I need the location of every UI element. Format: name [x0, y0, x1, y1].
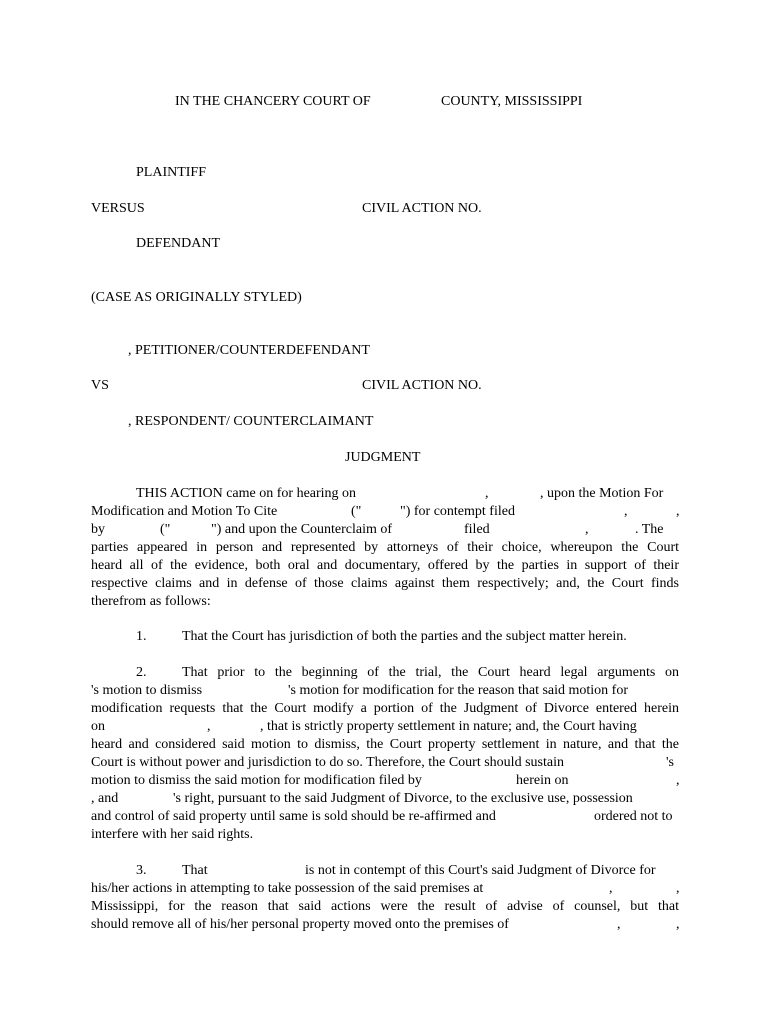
intro-line-3a: by [91, 522, 105, 537]
item-2-line-8a: , and [91, 791, 119, 806]
intro-line-5: heard all of the evidence, both oral and documentary, offered by the parties in support of their [91, 558, 679, 573]
intro-line-2c: ") for contempt filed [400, 504, 515, 519]
intro-line-1c: , upon the Motion For [540, 486, 664, 501]
item-2-line-5-wrap [91, 736, 679, 754]
civil-action-label-1: CIVIL ACTION NO. [362, 201, 482, 216]
item-2-line-9b: ordered not to [594, 809, 673, 824]
intro-line-3e: , [585, 522, 589, 537]
item-2-line-5: heard and considered said motion to dismiss, the Court property settlement in nature, and that the [91, 737, 679, 752]
court-heading-right: COUNTY, MISSISSIPPI [441, 94, 583, 109]
petitioner-label: , PETITIONER/COUNTERDEFENDANT [128, 343, 370, 358]
item-3-line-4a: should remove all of his/her personal property moved onto the premises of [91, 917, 509, 932]
intro-line-3d: filed [464, 522, 490, 537]
item-3-line-2c: , [676, 881, 680, 896]
intro-line-2d: , [624, 504, 628, 519]
versus-label: VERSUS [91, 201, 145, 216]
document-title: JUDGMENT [345, 450, 421, 465]
item-3-number: 3. [136, 863, 147, 878]
item-2-line-9a: and control of said property until same is sold should be re-affirmed and [91, 809, 496, 824]
item-3-line-2a: his/her actions in attempting to take possession of the said premises at [91, 881, 484, 896]
item-2-line-3: modification requests that the Court modify a portion of the Judgment of Divorce entered herein [91, 701, 679, 716]
item-1-number: 1. [136, 629, 147, 644]
item-2-line-4c: , that is strictly property settlement in nature; and, the Court having [260, 719, 637, 734]
item-3-line-3: Mississippi, for the reason that said actions were the result of advise of counsel, but that [91, 899, 679, 914]
plaintiff-label: PLAINTIFF [136, 165, 207, 180]
intro-paragraph-body [91, 539, 679, 611]
item-2-line-7b: herein on [516, 773, 569, 788]
court-heading-left: IN THE CHANCERY COURT OF [175, 94, 371, 109]
respondent-label: , RESPONDENT/ COUNTERCLAIMANT [128, 414, 374, 429]
item-2-line-2b: 's motion for modification for the reason that said motion for [288, 683, 629, 698]
intro-line-3c: ") and upon the Counterclaim of [211, 522, 393, 537]
intro-line-2b: (" [351, 504, 362, 519]
case-originally-styled: (CASE AS ORIGINALLY STYLED) [91, 290, 302, 305]
item-3-line-1b: is not in contempt of this Court's said Judgment of Divorce for [305, 863, 656, 878]
intro-line-3b: (" [160, 522, 171, 537]
item-1-text: That the Court has jurisdiction of both the parties and the subject matter herein. [182, 629, 627, 644]
item-2-line-2a: 's motion to dismiss [91, 683, 203, 698]
item-3-line-3-wrap [91, 898, 679, 916]
intro-line-4: parties appeared in person and represented by attorneys of their choice, whereupon the Court [91, 540, 679, 555]
item-2-line-7a: motion to dismiss the said motion for modification filed by [91, 773, 422, 788]
item-2-number: 2. [136, 665, 147, 680]
item-2-line-6b: 's [666, 755, 674, 770]
intro-line-7: therefrom as follows: [91, 594, 211, 609]
intro-line-3f: . The [635, 522, 664, 537]
intro-line-1a: THIS ACTION came on for hearing on [136, 486, 357, 501]
item-3-line-2b: , [609, 881, 613, 896]
item-2-line-7c: , [676, 773, 680, 788]
item-2-line-3-wrap [91, 700, 679, 718]
item-3-line-1a: That [182, 863, 208, 878]
intro-line-2e: , [676, 504, 680, 519]
civil-action-label-2: CIVIL ACTION NO. [362, 378, 482, 393]
intro-line-2a: Modification and Motion To Cite [91, 504, 278, 519]
defendant-label: DEFENDANT [136, 236, 220, 251]
intro-line-6: respective claims and in defense of those claims against them respectively; and, the Court finds [91, 576, 679, 591]
item-3-line-4c: , [676, 917, 680, 932]
item-2-line-4b: , [207, 719, 211, 734]
item-2-line-1: That prior to the beginning of the trial, the Court heard legal arguments on [182, 665, 679, 680]
item-2-line-4a: on [91, 719, 105, 734]
item-2-line-6a: Court is without power and jurisdiction to do so. Therefore, the Court should sustain [91, 755, 564, 770]
item-3-line-4b: , [617, 917, 621, 932]
intro-line-1b: , [485, 486, 489, 501]
vs-label: VS [91, 378, 109, 393]
item-2-line-8b: 's right, pursuant to the said Judgment of Divorce, to the exclusive use, possession [173, 791, 633, 806]
item-2-line-10: interfere with her said rights. [91, 827, 254, 842]
